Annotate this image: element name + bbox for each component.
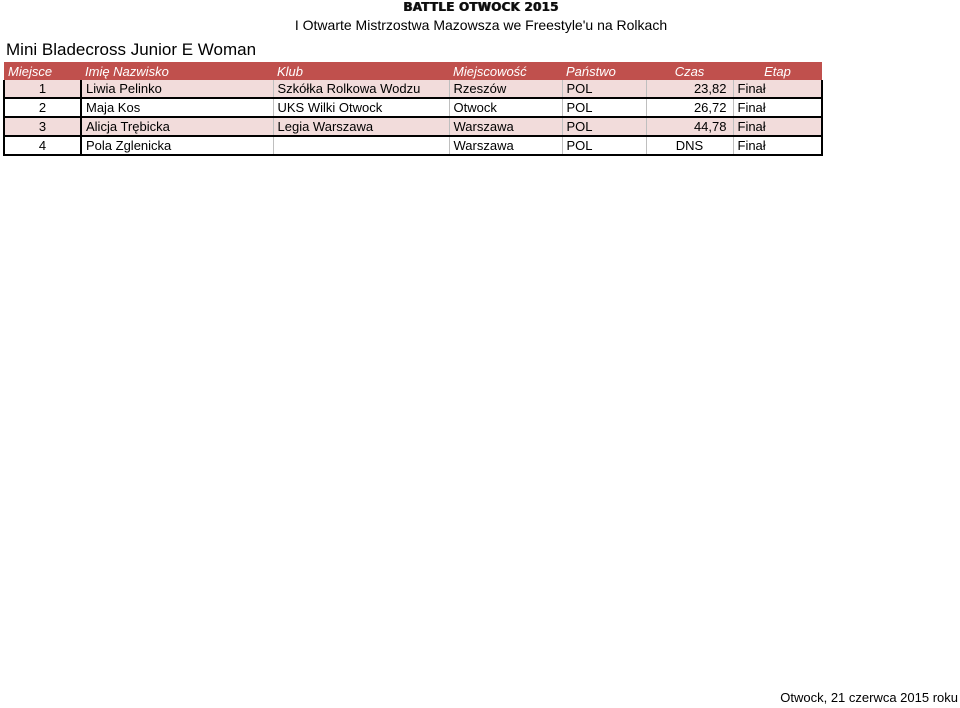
cell-place: 1 [4,80,81,98]
column-header-time: Czas [646,62,733,80]
cell-country: POL [562,98,646,117]
cell-time: 26,72 [646,98,733,117]
column-header-stage: Etap [733,62,822,80]
cell-stage: Finał [733,98,822,117]
cell-city: Otwock [449,98,562,117]
cell-time: 44,78 [646,117,733,136]
cell-city: Rzeszów [449,80,562,98]
event-subtitle: I Otwarte Mistrzostwa Mazowsza we Freestyle'u na Rolkach [294,17,668,33]
cell-place: 2 [4,98,81,117]
table-row [4,136,822,155]
cell-place: 3 [4,117,81,136]
column-header-name: Imię Nazwisko [81,62,273,80]
cell-club [273,136,449,155]
cell-name: Pola Zglenicka [81,136,273,155]
table-row [4,80,822,98]
table-row [4,117,822,136]
category-title: Mini Bladecross Junior E Woman [6,40,257,59]
cell-city: Warszawa [449,136,562,155]
cell-name: Alicja Trębicka [81,117,273,136]
column-header-place: Miejsce [4,62,81,80]
column-header-club: Klub [273,62,449,80]
cell-country: POL [562,136,646,155]
results-table [3,62,823,156]
cell-country: POL [562,117,646,136]
cell-time: 23,82 [646,80,733,98]
cell-club: Szkółka Rolkowa Wodzu [273,80,449,98]
cell-city: Warszawa [449,117,562,136]
table-header-row [4,62,822,80]
event-title: BATTLE OTWOCK 2015 [403,0,559,14]
footer-place-date: Otwock, 21 czerwca 2015 roku [780,690,958,705]
column-header-city: Miejscowość [449,62,562,80]
cell-stage: Finał [733,136,822,155]
cell-name: Maja Kos [81,98,273,117]
cell-time: DNS [646,136,733,155]
column-header-country: Państwo [562,62,646,80]
cell-club: UKS Wilki Otwock [273,98,449,117]
cell-place: 4 [4,136,81,155]
cell-name: Liwia Pelinko [81,80,273,98]
cell-country: POL [562,80,646,98]
cell-club: Legia Warszawa [273,117,449,136]
cell-stage: Finał [733,80,822,98]
table-row [4,98,822,117]
cell-stage: Finał [733,117,822,136]
